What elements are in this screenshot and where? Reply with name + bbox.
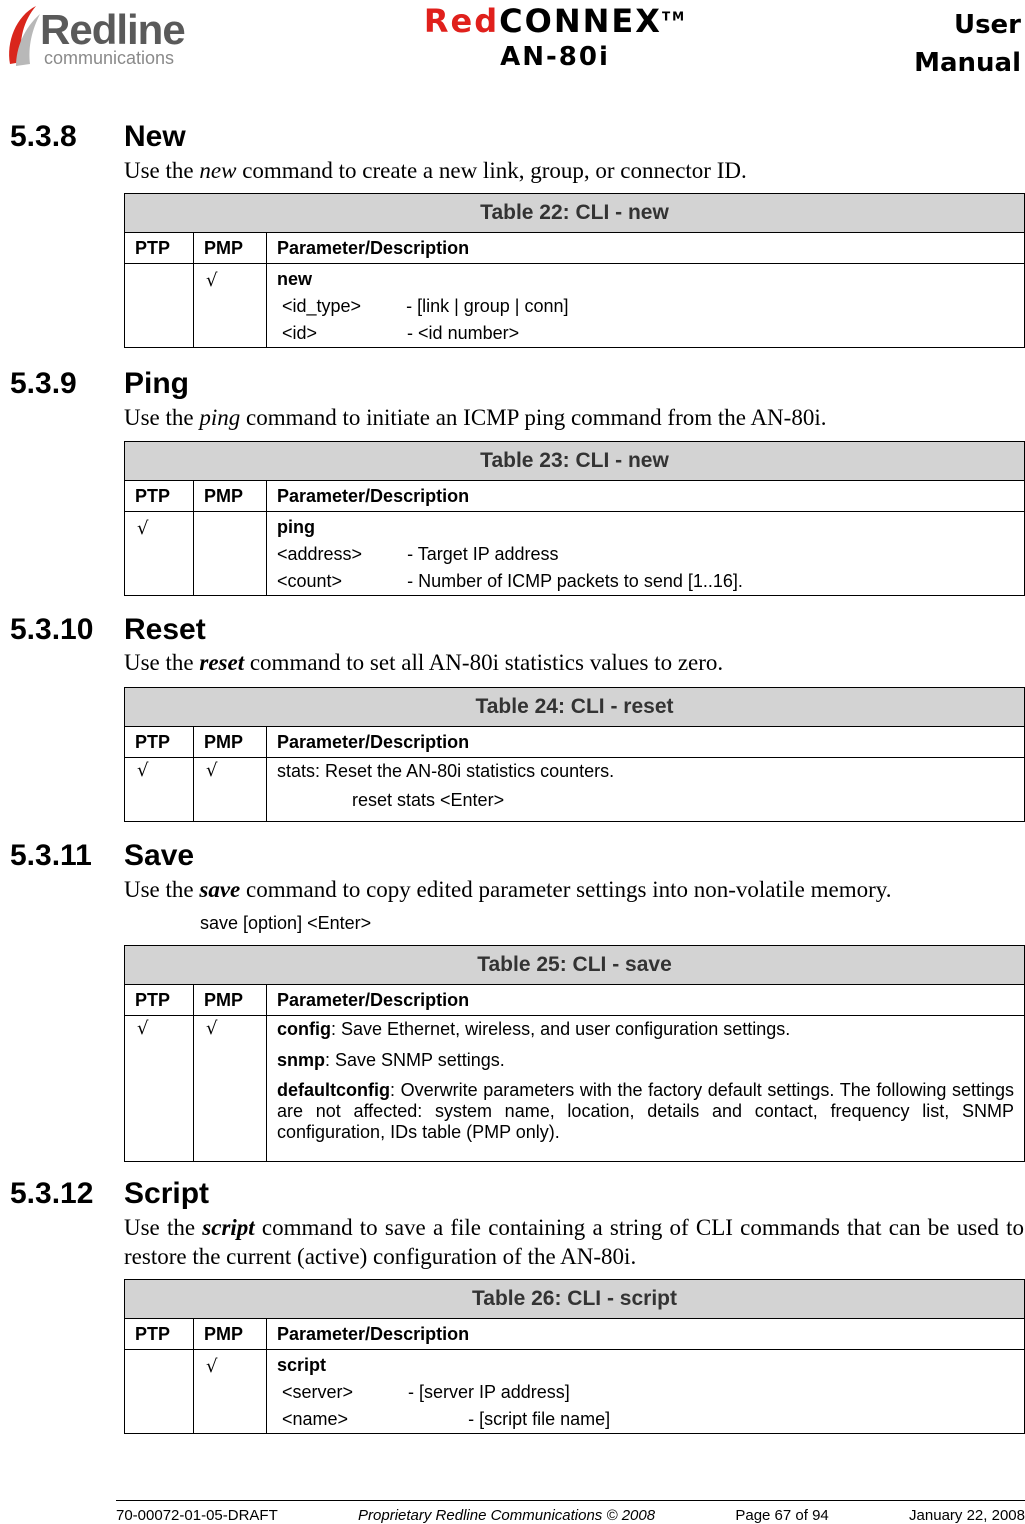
option-defaultconfig (277, 1080, 1014, 1143)
section-intro-ping (124, 403, 1024, 432)
check-mark-icon (135, 264, 183, 270)
section-intro-save (124, 875, 1024, 904)
intro-text: command to save a file containing a string of CLI commands that can be used to restore the current (active) configuration of the AN-80i. (124, 1215, 1024, 1269)
table-caption: Table 22: CLI - new (125, 194, 1025, 233)
command-name: ping (199, 405, 241, 430)
column-header-description: Parameter/Description (267, 1319, 1025, 1350)
ptp-cell (125, 264, 194, 348)
pmp-cell (194, 264, 267, 348)
intro-text: command to create a new link, group, or connector ID. (236, 158, 747, 183)
pmp-cell (194, 512, 267, 596)
check-mark-icon: √ (137, 1018, 149, 1039)
cli-table-script (124, 1279, 1025, 1434)
page-footer (116, 1500, 1025, 1524)
column-header-description: Parameter/Description (267, 481, 1025, 512)
command-name: script (202, 1215, 255, 1240)
intro-text: Use the (124, 405, 200, 430)
param-line: <id> - <id number> (277, 323, 520, 343)
check-mark-icon: √ (137, 760, 149, 781)
column-header-description: Parameter/Description (267, 727, 1025, 758)
table-caption: Table 25: CLI - save (125, 946, 1025, 985)
ptp-cell (125, 1350, 194, 1434)
option-desc: : Save Ethernet, wireless, and user configuration settings. (331, 1019, 791, 1039)
logo-subtitle: communications (44, 48, 175, 68)
option-snmp (277, 1049, 1014, 1071)
table-caption: Table 24: CLI - reset (125, 688, 1025, 727)
check-mark-icon: √ (137, 518, 149, 539)
section-title: New (124, 120, 186, 153)
ptp-cell (125, 512, 194, 596)
table-caption: Table 26: CLI - script (125, 1280, 1025, 1319)
intro-text: Use the (124, 650, 200, 675)
section-title: Reset (124, 613, 206, 646)
cli-table-new (124, 193, 1025, 348)
column-header-pmp: PMP (194, 1319, 267, 1350)
command-name: save (199, 877, 241, 902)
section-intro-new (124, 156, 1024, 185)
description-cell (267, 512, 1025, 596)
example-command: reset stats <Enter> (352, 790, 505, 810)
section-intro-reset (124, 648, 1024, 677)
check-mark-icon: √ (206, 270, 218, 291)
param-line: <server> - [server IP address] (277, 1382, 570, 1402)
section-number: 5.3.12 (10, 1177, 94, 1210)
document-title-line-2: Manual (914, 48, 1021, 78)
option-term: snmp (277, 1050, 326, 1070)
column-header-pmp: PMP (194, 727, 267, 758)
param-line: <id_type> - [link | group | conn] (277, 296, 569, 316)
page-number: Page 67 of 94 (735, 1507, 829, 1524)
ptp-cell (125, 758, 194, 822)
table-caption: Table 23: CLI - new (125, 442, 1025, 481)
section-number: 5.3.9 (10, 367, 77, 400)
column-header-ptp: PTP (125, 727, 194, 758)
cli-table-reset (124, 687, 1025, 822)
option-term: config (277, 1019, 331, 1039)
intro-text: command to set all AN-80i statistics values to zero. (244, 650, 724, 675)
param-line: stats: Reset the AN-80i statistics counters. (277, 761, 615, 781)
product-model: AN-80i (500, 42, 610, 72)
redline-logo (2, 2, 207, 74)
document-title-line-1: User (953, 10, 1021, 40)
intro-text: command to copy edited parameter settings into non-volatile memory. (240, 877, 892, 902)
description-cell (267, 1016, 1025, 1162)
column-header-ptp: PTP (125, 481, 194, 512)
check-mark-icon: √ (206, 1018, 218, 1039)
section-title: Script (124, 1177, 210, 1210)
column-header-ptp: PTP (125, 985, 194, 1016)
intro-text: command to initiate an ICMP ping command from the AN-80i. (240, 405, 827, 430)
document-date: January 22, 2008 (909, 1507, 1025, 1524)
param-line: script (277, 1355, 327, 1375)
intro-text: Use the (124, 1215, 203, 1240)
page-header (0, 0, 1025, 90)
param-line: ping (277, 517, 315, 537)
intro-text: Use the (124, 158, 200, 183)
section-number: 5.3.8 (10, 120, 77, 153)
pmp-cell (194, 1350, 267, 1434)
pmp-cell (194, 1016, 267, 1162)
column-header-pmp: PMP (194, 481, 267, 512)
logo-wordmark: Redline (40, 6, 185, 53)
section-heading-save (10, 839, 194, 873)
section-heading-ping (10, 367, 189, 401)
param-line: new (277, 269, 313, 289)
trademark-mark: TM (661, 9, 687, 24)
option-config (277, 1018, 1014, 1040)
product-name-red: Red (423, 2, 500, 40)
command-name: new (199, 158, 237, 183)
section-intro-script (124, 1213, 1024, 1271)
product-name (390, 2, 720, 40)
product-name-black: CONNEX (499, 2, 662, 40)
section-heading-reset (10, 613, 206, 647)
check-mark-icon (135, 1350, 183, 1356)
check-mark-icon: √ (206, 760, 218, 781)
save-command-syntax: save [option] <Enter> (200, 913, 372, 933)
document-title (891, 6, 1021, 82)
description-cell (267, 1350, 1025, 1434)
column-header-pmp: PMP (194, 985, 267, 1016)
cli-table-ping (124, 441, 1025, 596)
section-heading-script (10, 1177, 209, 1211)
column-header-description: Parameter/Description (267, 985, 1025, 1016)
section-title: Save (124, 839, 195, 872)
param-line: <name> - [script file name] (277, 1409, 611, 1429)
redline-swoosh-icon (2, 2, 42, 74)
param-line: <address> - Target IP address (277, 544, 559, 564)
column-header-pmp: PMP (194, 233, 267, 264)
copyright-notice: Proprietary Redline Communications © 2008 (358, 1507, 656, 1524)
option-desc: : Save SNMP settings. (325, 1050, 505, 1070)
option-term: defaultconfig (277, 1080, 390, 1100)
section-heading-new (10, 120, 186, 154)
cli-table-save (124, 945, 1025, 1162)
description-cell (267, 264, 1025, 348)
check-mark-icon (204, 512, 256, 518)
option-desc: : Overwrite parameters with the factory default settings. The following settings are not affected: system name, location, details and contact, frequency list, SNMP configuration, IDs table (PMP only). (277, 1080, 1014, 1142)
param-line: <count> - Number of ICMP packets to send [1..16]. (277, 571, 743, 591)
ptp-cell (125, 1016, 194, 1162)
section-number: 5.3.10 (10, 613, 94, 646)
check-mark-icon: √ (206, 1356, 218, 1377)
section-number: 5.3.11 (10, 839, 92, 872)
document-id: 70-00072-01-05-DRAFT (116, 1507, 278, 1524)
product-title (390, 2, 720, 72)
section-title: Ping (124, 367, 189, 400)
description-cell (267, 758, 1025, 822)
column-header-ptp: PTP (125, 233, 194, 264)
command-name: reset (199, 650, 245, 675)
pmp-cell (194, 758, 267, 822)
column-header-description: Parameter/Description (267, 233, 1025, 264)
intro-text: Use the (124, 877, 200, 902)
column-header-ptp: PTP (125, 1319, 194, 1350)
